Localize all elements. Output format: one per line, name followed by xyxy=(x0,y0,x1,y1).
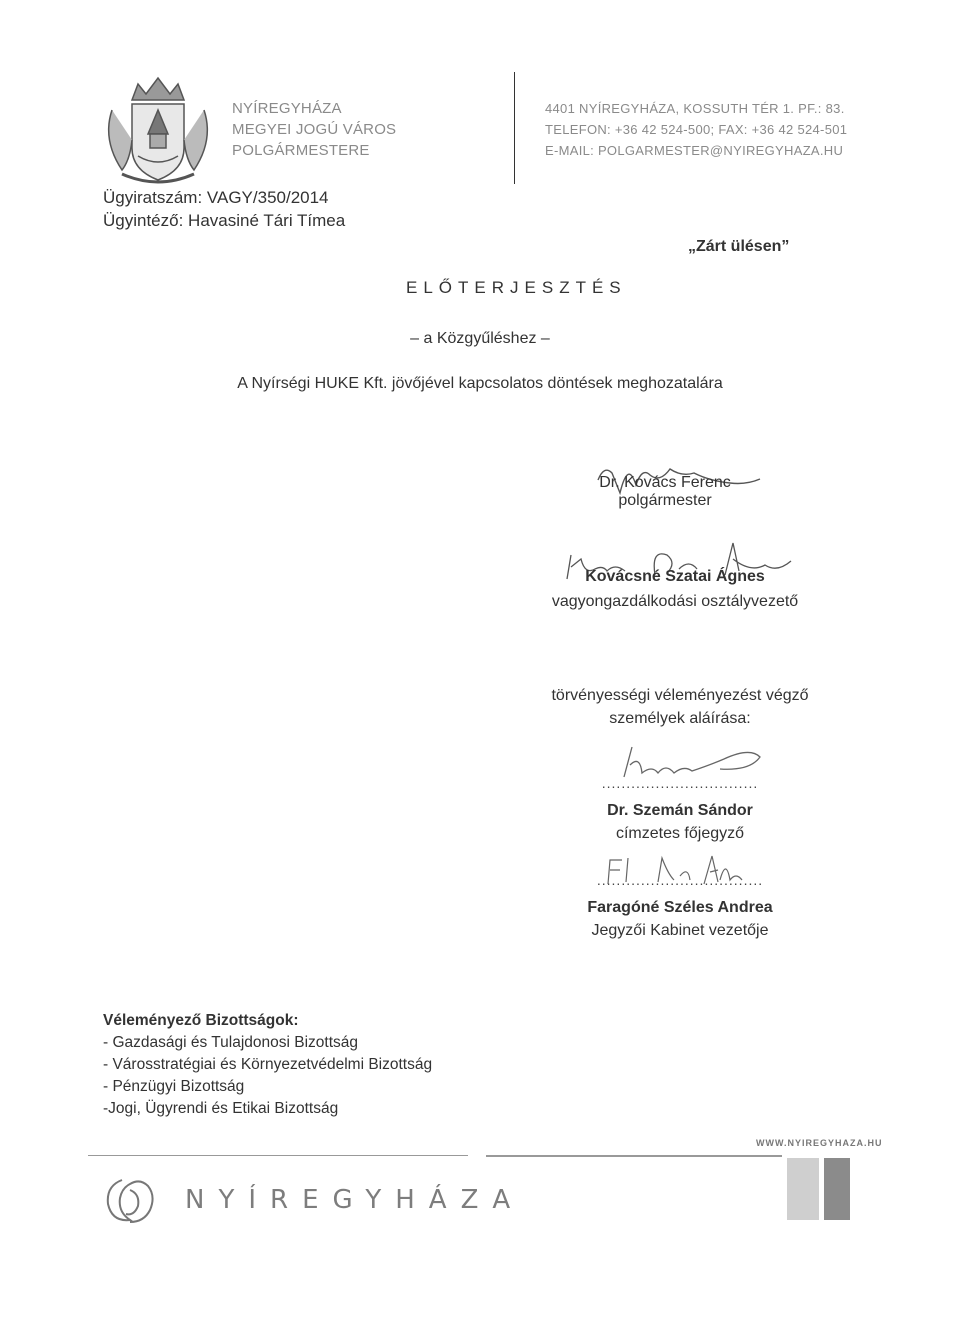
header-divider xyxy=(514,72,515,184)
city-crest-icon xyxy=(102,70,214,190)
signatory-title: vagyongazdálkodási osztályvezető xyxy=(551,593,799,610)
signatory-mayor xyxy=(580,474,750,510)
recipient: – a Közgyűléshez – xyxy=(410,330,550,347)
signature-line: ................................ xyxy=(601,775,759,791)
legal-review-heading xyxy=(510,684,850,730)
city-line: NYÍREGYHÁZA xyxy=(232,100,342,117)
city-title-block xyxy=(232,98,396,161)
address-line: 4401 NYÍREGYHÁZA, KOSSUTH TÉR 1. PF.: 83. xyxy=(545,101,845,116)
committees-block xyxy=(103,1010,432,1120)
list-item: -Jogi, Ügyrendi és Etikai Bizottság xyxy=(103,1100,339,1117)
reviewer-cabinet-head xyxy=(550,872,810,940)
email-line: E-MAIL: POLGARMESTER@NYIREGYHAZA.HU xyxy=(545,143,844,158)
footer-divider xyxy=(486,1155,782,1157)
signature-line: .................................. xyxy=(596,872,764,888)
signatory-name: Dr. Kovács Ferenc xyxy=(599,474,731,491)
reviewer-title: címzetes főjegyző xyxy=(615,825,745,842)
list-item: - Pénzügyi Bizottság xyxy=(103,1078,245,1095)
signatory-name: Kovácsné Szatai Ágnes xyxy=(585,568,765,585)
signatory-title: polgármester xyxy=(618,492,712,509)
document-subject: A Nyírségi HUKE Kft. jövőjével kapcsolatos döntések meghozatalára xyxy=(237,375,723,392)
address-block xyxy=(545,98,847,161)
reviewer-name: Dr. Szemán Sándor xyxy=(607,802,753,819)
reviewer-name: Faragóné Széles Andrea xyxy=(587,899,773,916)
legal-review-line: törvényességi véleményezést végző xyxy=(551,687,809,704)
reviewer-title: Jegyzői Kabinet vezetője xyxy=(591,922,769,939)
phone-line: TELEFON: +36 42 524-500; FAX: +36 42 524-501 xyxy=(545,122,848,137)
list-item: - Gazdasági és Tulajdonosi Bizottság xyxy=(103,1034,359,1051)
footer-website: WWW.NYIREGYHAZA.HU xyxy=(756,1138,883,1148)
file-identifiers xyxy=(103,186,345,232)
committees-heading: Véleményező Bizottságok: xyxy=(103,1012,299,1029)
document-type-heading: ELŐTERJESZTÉS xyxy=(406,278,627,297)
list-item: - Városstratégiai és Környezetvédelmi Bizottság xyxy=(103,1056,433,1073)
signatory-department-head xyxy=(520,568,830,611)
closed-session-note: „Zárt ülésen” xyxy=(688,238,790,255)
city-logo-icon xyxy=(100,1172,160,1228)
reviewer-chief-notary xyxy=(560,775,800,843)
committees-list xyxy=(103,1032,432,1120)
case-handler: Ügyintéző: Havasiné Tári Tímea xyxy=(103,211,346,230)
footer-dark-block xyxy=(824,1158,850,1220)
city-line: MEGYEI JOGÚ VÁROS xyxy=(232,121,397,138)
legal-review-line: személyek aláírása: xyxy=(609,710,751,727)
footer-divider xyxy=(88,1155,468,1156)
city-line: POLGÁRMESTERE xyxy=(232,142,370,159)
footer-brand-name: NYÍREGYHÁZA xyxy=(185,1185,525,1215)
footer-gray-block xyxy=(787,1158,819,1220)
case-number: Ügyiratszám: VAGY/350/2014 xyxy=(103,188,329,207)
